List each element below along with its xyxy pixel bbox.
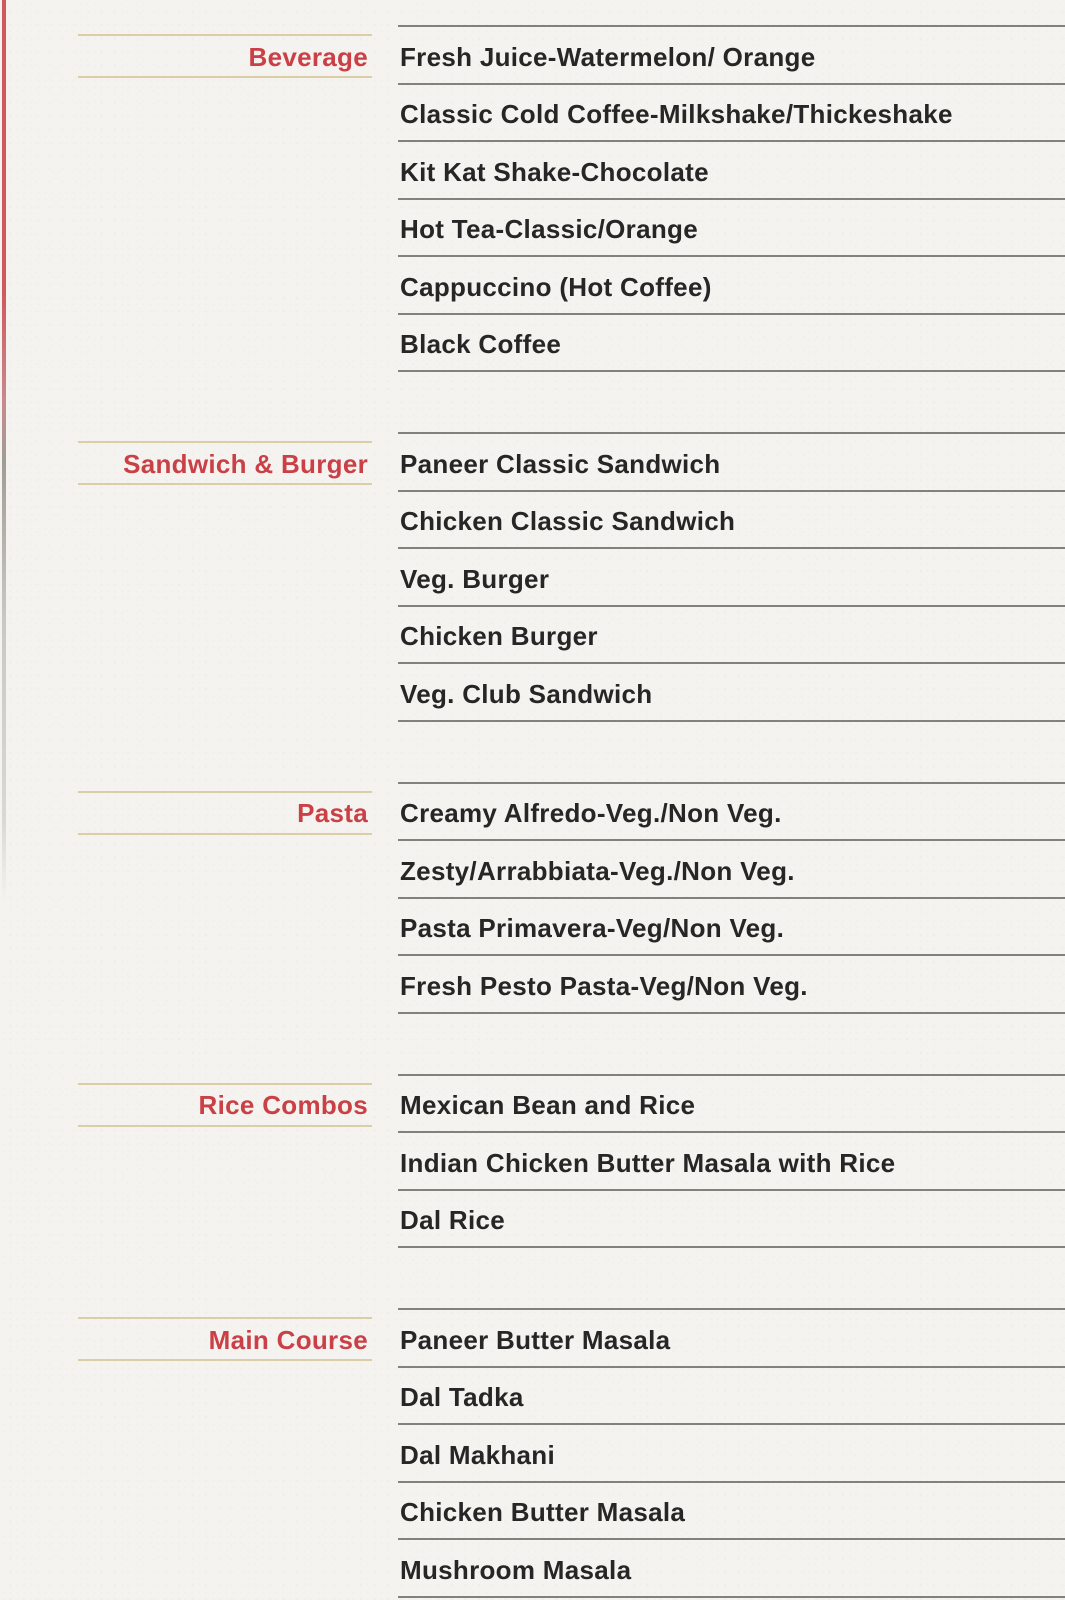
category-column bbox=[0, 1074, 398, 1249]
menu-item-row bbox=[398, 899, 1065, 957]
menu-item-row bbox=[398, 1310, 1065, 1368]
menu-item-label: Fresh Juice-Watermelon/ Orange bbox=[400, 41, 816, 72]
menu-item-label: Creamy Alfredo-Veg./Non Veg. bbox=[400, 798, 782, 829]
menu-item-row bbox=[398, 142, 1065, 200]
category-item-list bbox=[398, 782, 1065, 1014]
menu-item-label: Pasta Primavera-Veg/Non Veg. bbox=[400, 913, 785, 944]
menu-item-label: Indian Chicken Butter Masala with Rice bbox=[400, 1147, 896, 1178]
menu-item-label: Dal Makhani bbox=[400, 1439, 556, 1470]
category-label bbox=[78, 441, 372, 485]
menu-item-label: Veg. Burger bbox=[400, 563, 550, 594]
menu-item-label: Veg. Club Sandwich bbox=[400, 678, 653, 709]
menu-item-row bbox=[398, 1540, 1065, 1598]
menu-section bbox=[0, 1308, 1065, 1598]
menu-item-row bbox=[398, 1191, 1065, 1249]
category-name: Sandwich & Burger bbox=[123, 448, 368, 479]
category-column bbox=[0, 1308, 398, 1598]
category-name: Main Course bbox=[208, 1324, 368, 1355]
category-item-list bbox=[398, 432, 1065, 722]
category-name: Pasta bbox=[297, 798, 368, 828]
menu-item-label: Mushroom Masala bbox=[400, 1554, 632, 1585]
menu-item-label: Paneer Butter Masala bbox=[400, 1324, 671, 1355]
menu-item-label: Cappuccino (Hot Coffee) bbox=[400, 271, 712, 302]
category-label bbox=[78, 1083, 372, 1127]
menu-item-label: Hot Tea-Classic/Orange bbox=[400, 214, 698, 245]
menu-item-label: Mexican Bean and Rice bbox=[400, 1090, 696, 1121]
menu-item-label: Classic Cold Coffee-Milkshake/Thickeshake bbox=[400, 99, 953, 130]
category-column bbox=[0, 782, 398, 1014]
menu-item-row bbox=[398, 1076, 1065, 1134]
menu-item-label: Zesty/Arrabbiata-Veg./Non Veg. bbox=[400, 855, 795, 886]
menu-item-label: Chicken Classic Sandwich bbox=[400, 506, 736, 537]
menu-section bbox=[0, 1074, 1065, 1249]
category-item-list bbox=[398, 1308, 1065, 1598]
menu-item-row bbox=[398, 200, 1065, 258]
menu-item-row bbox=[398, 841, 1065, 899]
menu-item-row bbox=[398, 784, 1065, 842]
menu-item-row bbox=[398, 257, 1065, 315]
menu-section bbox=[0, 25, 1065, 372]
menu-item-row bbox=[398, 492, 1065, 550]
category-label bbox=[78, 791, 372, 835]
menu-item-label: Paneer Classic Sandwich bbox=[400, 448, 721, 479]
category-item-list bbox=[398, 25, 1065, 372]
menu-item-row bbox=[398, 434, 1065, 492]
category-name: Rice Combos bbox=[198, 1090, 368, 1120]
menu-item-label: Chicken Burger bbox=[400, 621, 598, 652]
menu-item-row bbox=[398, 27, 1065, 85]
menu-item-row bbox=[398, 664, 1065, 722]
menu-item-row bbox=[398, 1483, 1065, 1541]
menu-item-row bbox=[398, 1425, 1065, 1483]
menu-item-label: Dal Rice bbox=[400, 1205, 506, 1236]
category-label bbox=[78, 34, 372, 78]
menu-section bbox=[0, 432, 1065, 722]
category-item-list bbox=[398, 1074, 1065, 1249]
menu-item-label: Dal Tadka bbox=[400, 1382, 524, 1413]
category-name: Beverage bbox=[248, 41, 368, 72]
menu-item-row bbox=[398, 1133, 1065, 1191]
menu-item-row bbox=[398, 85, 1065, 143]
category-label bbox=[78, 1317, 372, 1361]
menu-item-row bbox=[398, 315, 1065, 373]
menu-item-label: Chicken Butter Masala bbox=[400, 1497, 686, 1528]
menu-item-row bbox=[398, 549, 1065, 607]
menu-item-label: Black Coffee bbox=[400, 329, 562, 360]
menu-item-label: Fresh Pesto Pasta-Veg/Non Veg. bbox=[400, 970, 808, 1001]
menu-item-row bbox=[398, 1368, 1065, 1426]
menu-item-row bbox=[398, 607, 1065, 665]
menu-item-label: Kit Kat Shake-Chocolate bbox=[400, 156, 709, 187]
category-column bbox=[0, 432, 398, 722]
menu-item-row bbox=[398, 956, 1065, 1014]
category-column bbox=[0, 25, 398, 372]
menu-section bbox=[0, 782, 1065, 1014]
